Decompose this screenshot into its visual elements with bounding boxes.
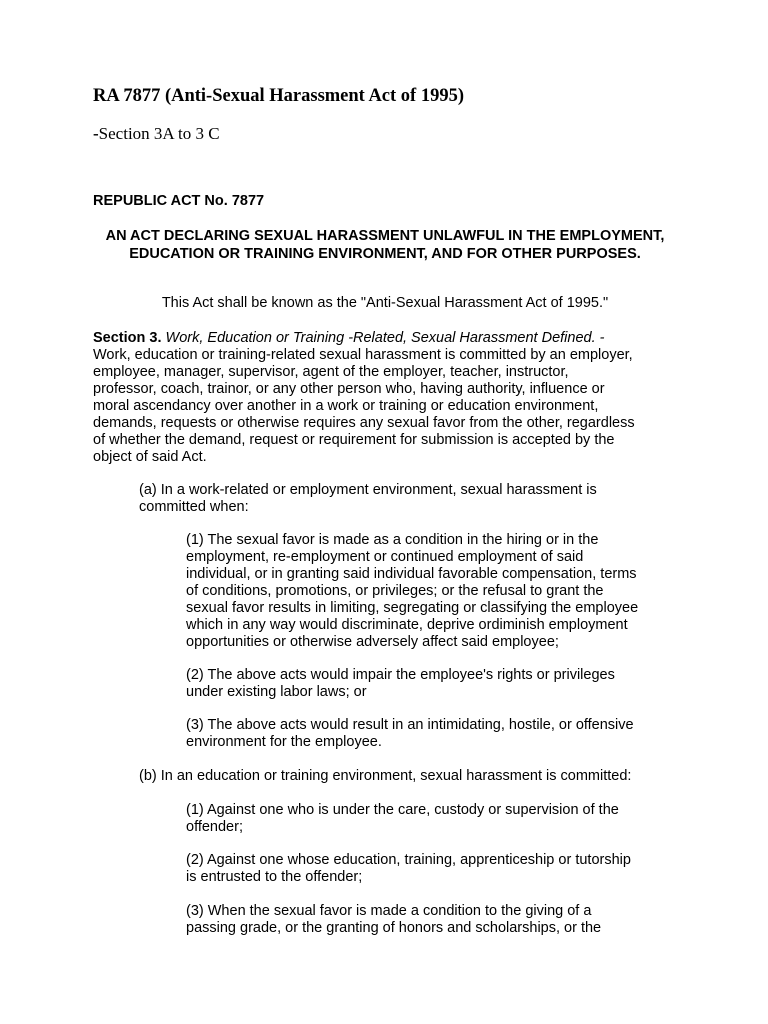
part-a-line: (a) In a work-related or employment environment, sexual harassment is (139, 482, 597, 498)
part-a-item-1-line: individual, or in granting said individual favorable compensation, terms (186, 566, 637, 582)
part-b-item-2-line: is entrusted to the offender; (186, 869, 363, 885)
part-b-item-3-line: (3) When the sexual favor is made a condition to the giving of a (186, 903, 592, 919)
section-3-label: Section 3. (93, 330, 162, 346)
part-a-item-1-line: sexual favor results in limiting, segregating or classifying the employee (186, 600, 639, 616)
section-3-line: of whether the demand, request or requirement for submission is accepted by the (93, 432, 615, 448)
section-3-title: Work, Education or Training -Related, Sexual Harassment Defined. - (165, 330, 605, 346)
subtitle-text: Section 3A to 3 C (98, 124, 220, 143)
part-a-item-3-line: (3) The above acts would result in an intimidating, hostile, or offensive (186, 717, 634, 733)
section-3-line: employee, manager, supervisor, agent of the employer, teacher, instructor, (93, 364, 569, 380)
part-a-item-3-line: environment for the employee. (186, 734, 382, 750)
part-a-item-3 (186, 717, 686, 751)
section-3-line: demands, requests or otherwise requires any sexual favor from the other, regardless (93, 415, 635, 431)
part-b-item-3 (186, 903, 686, 937)
part-a-item-1-line: of conditions, promotions, or privileges; or the refusal to grant the (186, 583, 604, 599)
part-b-item-1 (186, 802, 686, 836)
short-title-paragraph: This Act shall be known as the "Anti-Sexual Harassment Act of 1995." (161, 295, 609, 311)
document-title: RA 7877 (Anti-Sexual Harassment Act of 1995) (93, 86, 465, 106)
section-3-line: moral ascendancy over another in a work or training or education environment, (93, 398, 599, 414)
part-a-line: committed when: (139, 499, 249, 515)
subtitle-dash: - (93, 124, 99, 143)
part-a-item-1 (186, 532, 686, 651)
part-a-item-2-line: (2) The above acts would impair the employee's rights or privileges (186, 667, 615, 683)
section-3-paragraph (93, 330, 683, 466)
section-3-line: object of said Act. (93, 449, 207, 465)
part-b-item-1-line: offender; (186, 819, 243, 835)
part-b-item-3-line: passing grade, or the granting of honors and scholarships, or the (186, 920, 602, 936)
part-b-item-1-line: (1) Against one who is under the care, custody or supervision of the (186, 802, 619, 818)
part-b-item-2 (186, 852, 686, 886)
section-3-line: professor, coach, trainor, or any other person who, having authority, influence or (93, 381, 605, 397)
republic-act-number: REPUBLIC ACT No. 7877 (93, 193, 265, 209)
part-a-item-1-line: opportunities or otherwise adversely affect said employee; (186, 634, 559, 650)
part-a-paragraph (139, 482, 679, 516)
part-a-item-1-line: which in any way would discriminate, deprive ordiminish employment (186, 617, 628, 633)
part-a-item-1-line: employment, re-employment or continued employment of said (186, 549, 584, 565)
section-3-line: Work, education or training-related sexual harassment is committed by an employer, (93, 347, 633, 363)
part-b-paragraph: (b) In an education or training environment, sexual harassment is committed: (139, 768, 632, 784)
part-a-item-2-line: under existing labor laws; or (186, 684, 367, 700)
document-subtitle (93, 124, 220, 144)
part-b-item-2-line: (2) Against one whose education, training, apprenticeship or tutorship (186, 852, 631, 868)
part-a-item-2 (186, 667, 686, 701)
part-a-item-1-line: (1) The sexual favor is made as a condition in the hiring or in the (186, 532, 599, 548)
section-3-heading-line (93, 330, 683, 347)
act-heading: AN ACT DECLARING SEXUAL HARASSMENT UNLAWFUL IN THE EMPLOYMENT, EDUCATION OR TRAINING ENVIRONMENT, AND FOR OTHER PURPOSES. (105, 228, 665, 262)
